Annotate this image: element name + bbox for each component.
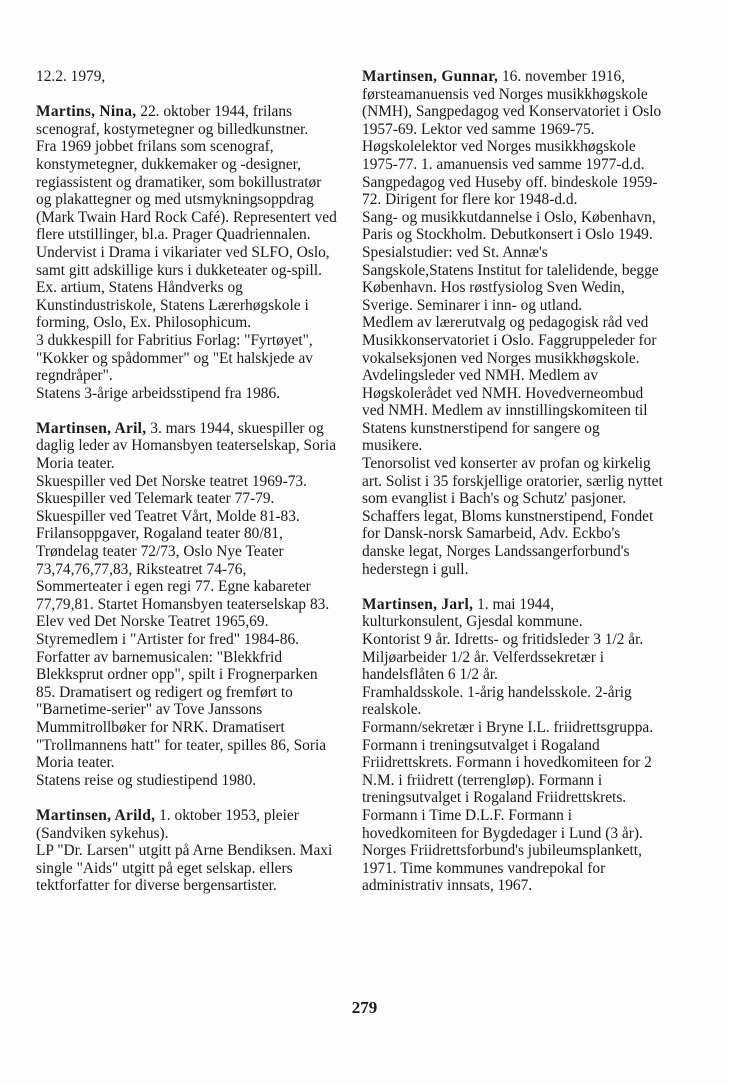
entry-line: Forfatter av barnemusicalen: "Blekkfrid <box>36 648 283 666</box>
entry-line: 73,74,76,77,83, Riksteatret 74-76, <box>36 560 247 578</box>
entry-line: 16. november 1916, <box>501 68 626 85</box>
entry-martinsen-gunnar <box>362 68 690 578</box>
entry-line: for Dansk-norsk Samarbeid, Adv. Eckbo's <box>362 525 621 543</box>
entry-line: Elev ved Det Norske Teatret 1965,69. <box>36 613 269 631</box>
entry-name: Martinsen, Jarl, <box>362 595 474 613</box>
entry-line: Statens reise og studiestipend 1980. <box>36 771 257 789</box>
entry-line: administrativ innsats, 1967. <box>362 877 533 895</box>
entry-line: "Barnetime-serier" av Tove Janssons <box>36 701 263 719</box>
entry-line: 1971. Time kommunes vandrepokal for <box>362 859 606 877</box>
entry-line: Statens kunstnerstipend for sangere og <box>362 419 600 437</box>
entry-name: Martinsen, Gunnar, <box>362 68 499 85</box>
entry-line: flere utstillinger, bl.a. Prager Quadriennalen. <box>36 226 311 244</box>
entry-line: 1975-77. 1. amanuensis ved samme 1977-d.d. <box>362 155 645 173</box>
entry-line: 3 dukkespill for Fabritius Forlag: "Fyrtøyet", <box>36 331 313 349</box>
entry-line: Tenorsolist ved konserter av profan og kirkelig <box>362 455 651 473</box>
entry-line: (NMH), Sangpedagog ved Konservatoriet i Oslo <box>362 103 662 121</box>
entry-line: Skuespiller ved Det Norske teatret 1969-73. <box>36 472 307 490</box>
entry-line: Høgskolelektor ved Norges musikkhøgskole <box>362 138 636 156</box>
entry-line: Framhaldsskole. 1-årig handelsskole. 2-årig <box>362 683 632 701</box>
entry-line: "Trollmannens hatt" for teater, spilles 86, Soria <box>36 736 327 754</box>
entry-line: daglig leder av Homansbyen teaterselskap, Soria <box>36 437 337 455</box>
right-column <box>362 68 690 895</box>
entry-line: 85. Dramatisert og redigert og fremført to <box>36 683 293 701</box>
entry-line: Ex. artium, Statens Håndverks og <box>36 279 243 297</box>
entry-line: Høgskolerådet ved NMH. Hovedverneombud <box>362 384 644 402</box>
entry-line: Trøndelag teater 72/73, Oslo Nye Teater <box>36 543 284 561</box>
entry-line: art. Solist i 35 forskjellige oratorier, særlig nyttet <box>362 472 663 490</box>
entry-line: 22. oktober 1944, frilans <box>140 103 293 121</box>
entry-line: Formann i treningsutvalget i Rogaland <box>362 736 600 754</box>
entry-line: handelsflåten 6 1/2 år. <box>362 666 498 684</box>
entry-martinsen-jarl <box>362 596 690 895</box>
entry-line: Sang- og musikkutdannelse i Oslo, København, <box>362 208 656 226</box>
entry-line: (Mark Twain Hard Rock Café). Representert ved <box>36 208 337 226</box>
entry-line: vokalseksjonen ved Norges musikkhøgskole. <box>362 349 640 367</box>
entry-line: Moria teater. <box>36 455 115 473</box>
entry-line: København. Hos røstfysiolog Sven Wedin, <box>362 279 625 297</box>
entry-line: konstymetegner, dukkemaker og -designer, <box>36 155 302 173</box>
entry-martins-nina <box>36 103 336 402</box>
entry-line: Skuespiller ved Teatret Vårt, Molde 81-83. <box>36 507 300 525</box>
entry-line: Kontorist 9 år. Idretts- og fritidsleder 3 1/2 år. <box>362 631 644 648</box>
entry-line: ved NMH. Medlem av innstillingskomiteen til <box>362 402 648 420</box>
left-column <box>36 68 336 895</box>
entry-line: Medlem av lærerutvalg og pedagogisk råd ved <box>362 314 649 332</box>
entry-line: Sangpedagog ved Huseby off. bindeskole 1959- <box>362 173 658 191</box>
entry-line: Moria teater. <box>36 754 115 772</box>
entry-line: Skuespiller ved Telemark teater 77-79. <box>36 490 275 508</box>
entry-line: 3. mars 1944, skuespiller og <box>150 419 324 437</box>
entry-line: (Sandviken sykehus). <box>36 824 169 842</box>
entry-line: Statens 3-årige arbeidsstipend fra 1986. <box>36 384 281 402</box>
entry-line: danske legat, Norges Landssangerforbund's <box>362 543 630 561</box>
entry-line: 1. oktober 1953, pleier <box>159 806 299 824</box>
entry-line: single "Aids" utgitt på eget selskap. ellers <box>36 859 293 877</box>
entry-line: realskole. <box>362 701 422 719</box>
entry-line: treningsutvalget i Rogaland Friidrettskrets. <box>362 789 627 807</box>
entry-martinsen-aril <box>36 420 336 789</box>
entry-line: Schaffers legat, Bloms kunstnerstipend, Fondet <box>362 507 654 525</box>
entry-line: regiassistent og dramatiker, som bokillustratør <box>36 173 322 191</box>
entry-line: kulturkonsulent, Gjesdal kommune. <box>362 613 583 631</box>
entry-line: N.M. i friidrett (terrengløp). Formann i <box>362 771 603 789</box>
entry-line: Fra 1969 jobbet frilans som scenograf, <box>36 138 274 156</box>
entry-name: Martins, Nina, <box>36 103 137 121</box>
entry-line: Norges Friidrettsforbund's jubileumsplankett, <box>362 842 642 860</box>
page-number: 279 <box>351 998 378 1017</box>
entry-line: Avdelingsleder ved NMH. Medlem av <box>362 367 599 385</box>
entry-name: Martinsen, Arild, <box>36 806 156 824</box>
entry-line: Frilansoppgaver, Rogaland teater 80/81, <box>36 525 283 543</box>
entry-line: Formann/sekretær i Bryne I.L. friidrettsgruppa. <box>362 718 654 736</box>
entry-line: Styremedlem i "Artister for fred" 1984-86. <box>36 631 300 648</box>
entry-line: Kunstindustriskole, Statens Lærerhøgskole i <box>36 296 309 314</box>
entry-line: Miljøarbeider 1/2 år. Velferdssekretær i <box>362 648 605 666</box>
entry-line: 1957-69. Lektor ved samme 1969-75. <box>362 120 595 138</box>
entry-line: LP "Dr. Larsen" utgitt på Arne Bendiksen. Maxi <box>36 842 333 860</box>
entry-line: 72. Dirigent for flere kor 1948-d.d. <box>362 191 578 209</box>
entry-line: hederstegn i gull. <box>362 560 469 578</box>
entry-line: førsteamanuensis ved Norges musikkhøgskole <box>362 85 648 103</box>
entry-line: Sommerteater i egen regi 77. Egne kabareter <box>36 578 311 596</box>
entry-line: Sangskole,Statens Institut for talelidende, begge <box>362 261 659 279</box>
entry-line: Paris og Stockholm. Debutkonsert i Oslo 1949. <box>362 226 653 244</box>
entry-line: Formann i Time D.L.F. Formann i <box>362 806 572 824</box>
entry-line: Blekksprut ordner opp", spilt i Frognerparken <box>36 666 318 684</box>
entry-line: regndråper". <box>36 367 113 385</box>
entry-line: musikere. <box>362 437 423 455</box>
entry-line: hovedkomiteen for Bygdedager i Lund (3 år). <box>362 824 643 842</box>
entry-line: 1. mai 1944, <box>477 595 555 613</box>
entry-line: scenograf, kostymetegner og billedkunstner. <box>36 120 309 138</box>
entry-martinsen-arild <box>36 807 336 895</box>
entry-line: "Kokker og spådommer" og "Et halskjede av <box>36 349 314 367</box>
entry-line: forming, Oslo, Ex. Philosophicum. <box>36 314 252 332</box>
entry-line: samt gitt adskillige kurs i dukketeater og-spill. <box>36 261 322 279</box>
entry-line: Undervist i Drama i vikariater ved SLFO, Oslo, <box>36 243 330 261</box>
entry-line: som evanglist i Bach's og Schutz' pasjoner. <box>362 490 627 508</box>
entry-line: og plakattegner og med utsmykningsoppdrag <box>36 191 314 209</box>
entry-line: Spesialstudier: ved St. Annæ's <box>362 243 548 261</box>
entry-line: Musikkonservatoriet i Oslo. Faggruppeleder for <box>362 331 657 349</box>
continuation-line: 12.2. 1979, <box>36 68 106 85</box>
entry-line: Mummitrollbøker for NRK. Dramatisert <box>36 718 285 736</box>
entry-line: Friidrettskrets. Formann i hovedkomiteen for 2 <box>362 754 652 772</box>
entry-line: 77,79,81. Startet Homansbyen teaterselskap 83. <box>36 595 330 613</box>
entry-name: Martinsen, Aril, <box>36 419 147 437</box>
entry-line: tektforfatter for diverse bergensartister. <box>36 877 277 895</box>
entry-line: Sverige. Seminarer i inn- og utland. <box>362 296 583 314</box>
